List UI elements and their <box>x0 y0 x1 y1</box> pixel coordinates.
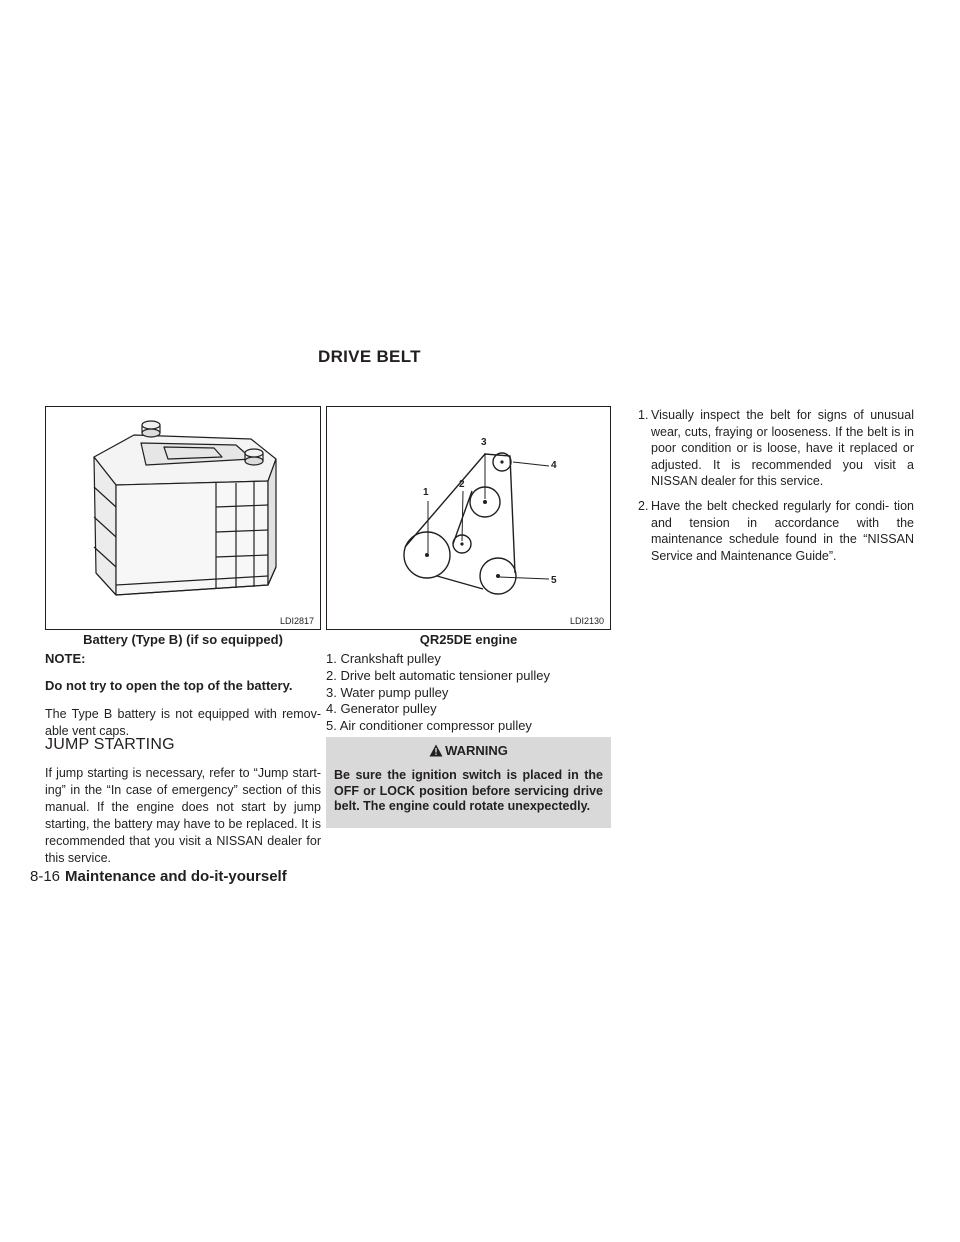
list-item <box>638 498 914 564</box>
callout-1: 1 <box>423 487 429 498</box>
figure-code: LDI2817 <box>279 616 314 626</box>
jump-starting-heading: JUMP STARTING <box>45 736 175 753</box>
step-number: 2. <box>638 498 649 513</box>
list-item: 5. Air conditioner compressor pulley <box>326 718 532 734</box>
warning-text: Be sure the ignition switch is placed in the OFF or LOCK position before servicing drive belt. The engine could rotate unexpectedly. <box>334 768 603 813</box>
step-text: Have the belt checked regularly for condi- tion and tension in accordance with the maintenance schedule found in the “NISSAN Service and Maintenance Guide”. <box>651 498 914 563</box>
chapter-title: Maintenance and do-it-yourself <box>65 868 287 885</box>
list-item: 2. Drive belt automatic tensioner pulley <box>326 667 551 683</box>
battery-illustration <box>46 407 320 629</box>
jump-starting-text: If jump starting is necessary, refer to “Jump start- ing” in the “In case of emergency” section of this manual. If the engine does not start by jump starting, the battery may have to be replaced. It is recommended that you visit a NISSAN dealer for this service. <box>45 766 321 865</box>
callout-2: 2 <box>459 479 465 490</box>
step-text: Visually inspect the belt for signs of unusual wear, cuts, fraying or looseness. If the belt is in poor condition or is loose, have it replaced or adjusted. It is recommended you visit a NISSAN dealer for this service. <box>651 408 914 489</box>
list-item <box>638 407 914 490</box>
drive-belt-diagram <box>327 407 610 629</box>
callout-5: 5 <box>551 575 557 586</box>
callout-4: 4 <box>551 460 557 471</box>
inspection-steps <box>638 407 914 572</box>
page-footer <box>30 868 287 885</box>
step-number: 1. <box>638 408 649 422</box>
callout-3: 3 <box>481 437 487 448</box>
list-item: 1. Crankshaft pulley <box>326 651 441 666</box>
note-heading: NOTE: <box>45 651 86 666</box>
figure-caption: QR25DE engine <box>419 632 518 647</box>
page-number: 8-16 <box>30 868 61 885</box>
list-item: 4. Generator pulley <box>326 701 437 717</box>
section-title: DRIVE BELT <box>318 347 421 366</box>
warning-label: WARNING <box>445 743 508 758</box>
figure-code: LDI2130 <box>569 616 604 626</box>
warning-box <box>326 737 611 828</box>
drive-belt-figure <box>326 406 611 630</box>
figure-caption: Battery (Type B) (if so equipped) <box>83 632 283 647</box>
list-item: 3. Water pump pulley <box>326 684 449 700</box>
warning-title <box>326 743 611 760</box>
battery-figure <box>45 406 321 630</box>
pulley-list <box>326 651 611 735</box>
note-text: The Type B battery is not equipped with remov- able vent caps. <box>45 707 321 738</box>
warning-icon <box>429 744 443 760</box>
note-warning: Do not try to open the top of the battery. <box>45 678 293 693</box>
